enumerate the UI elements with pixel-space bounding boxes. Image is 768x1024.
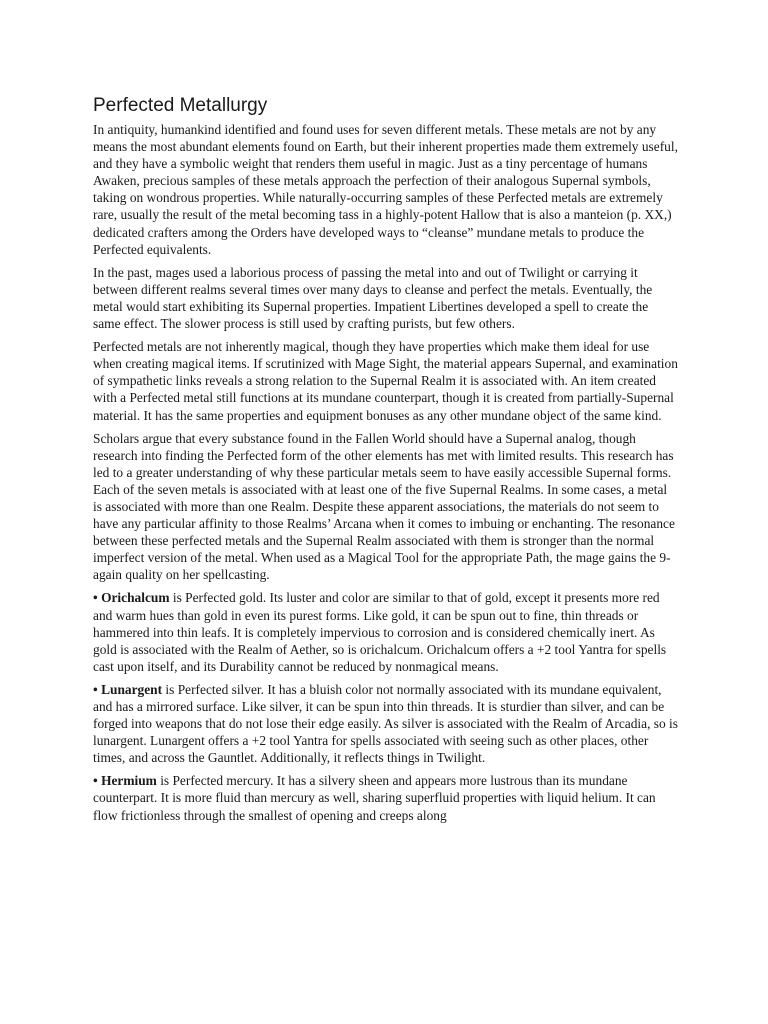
metal-term: Orichalcum	[101, 590, 170, 606]
metal-entry-hermium	[93, 772, 678, 823]
metal-description: is Perfected silver. It has a bluish color not normally associated with its mundane equivalent, and has a mirrored surface. Like silver, it can be spun into thin threads. It is sturdier than silver, and can be forged into weapons that do not lose their edge easily. As silver is associated with the Realm of Arcadia, so is lunargent. Lunargent offers a +2 tool Yantra for spells associated with seeing such as other places, other times, and across the Gauntlet. Additionally, it reflects things in Twilight.	[93, 681, 678, 766]
metal-description: is Perfected mercury. It has a silvery sheen and appears more lustrous than its mundane counterpart. It is more fluid than mercury as well, sharing superfluid properties with liquid helium. It can flow frictionless through the smallest of opening and creeps along	[93, 773, 656, 823]
metal-term: Lunargent	[101, 681, 163, 697]
bullet: •	[93, 773, 98, 789]
metal-entry-orichalcum	[93, 589, 678, 674]
document-page	[93, 94, 678, 830]
metal-description: is Perfected gold. Its luster and color are similar to that of gold, except it presents more red and warm hues than gold in even its purest forms. Like gold, it can be spun out to fine, thin threads or hammered into thin leafs. It is completely impervious to corrosion and is considered chemically inert. As gold is associated with the Realm of Aether, so is orichalcum. Orichalcum offers a +2 tool Yantra for spells cast upon itself, and its Durability cannot be reduced by nonmagical means.	[93, 590, 667, 674]
metal-entry-lunargent	[93, 681, 678, 766]
document-title: Perfected Metallurgy	[93, 95, 268, 116]
body-paragraph: Scholars argue that every substance found in the Fallen World should have a Supernal analog, though research into finding the Perfected form of the other elements has met with limited results. This research has led to a greater understanding of why these particular metals seem to have easily accessible Supernal forms. Each of the seven metals is associated with at least one of the five Supernal Realms. In some cases, a metal is associated with more than one Realm. Despite these apparent associations, the materials do not seem to have any particular affinity to those Realms’ Arcana when it comes to imbuing or enchanting. The resonance between these perfected metals and the Supernal Realm associated with them is stronger than the normal imperfect version of the metal. When used as a Magical Tool for the appropriate Path, the mage gains the 9-again quality on her spellcasting.	[93, 430, 675, 583]
body-paragraph: In antiquity, humankind identified and found uses for seven different metals. These metals are not by any means the most abundant elements found on Earth, but their inherent properties made them extremely useful, and they have a symbolic weight that renders them useful in magic. Just as a tiny percentage of humans Awaken, precious samples of these metals approach the perfection of their analogous Supernal symbols, taking on wondrous properties. While naturally-occurring samples of these Perfected metals are extremely rare, usually the result of the metal becoming tass in a highly-potent Hallow that is also a manteion (p. XX,) dedicated crafters among the Orders have developed ways to “cleanse” mundane metals to produce the Perfected equivalents.	[93, 122, 678, 257]
bullet: •	[93, 590, 98, 606]
bullet: •	[93, 681, 98, 697]
body-paragraph: Perfected metals are not inherently magical, though they have properties which make them ideal for use when creating magical items. If scrutinized with Mage Sight, the material appears Supernal, and examination of sympathetic links reveals a strong relation to the Supernal Realm it is associated with. An item created with a Perfected metal still functions at its mundane counterpart, though it is created from partially-Supernal material. It has the same properties and equipment bonuses as any other mundane object of the same kind.	[93, 339, 678, 423]
body-paragraph: In the past, mages used a laborious process of passing the metal into and out of Twilight or carrying it between different realms several times over many days to cleanse and perfect the metals. Eventually, the metal would start exhibiting its Supernal properties. Impatient Libertines developed a spell to create the same effect. The slower process is still used by crafting purists, but few others.	[93, 264, 653, 332]
metal-term: Hermium	[101, 773, 157, 789]
